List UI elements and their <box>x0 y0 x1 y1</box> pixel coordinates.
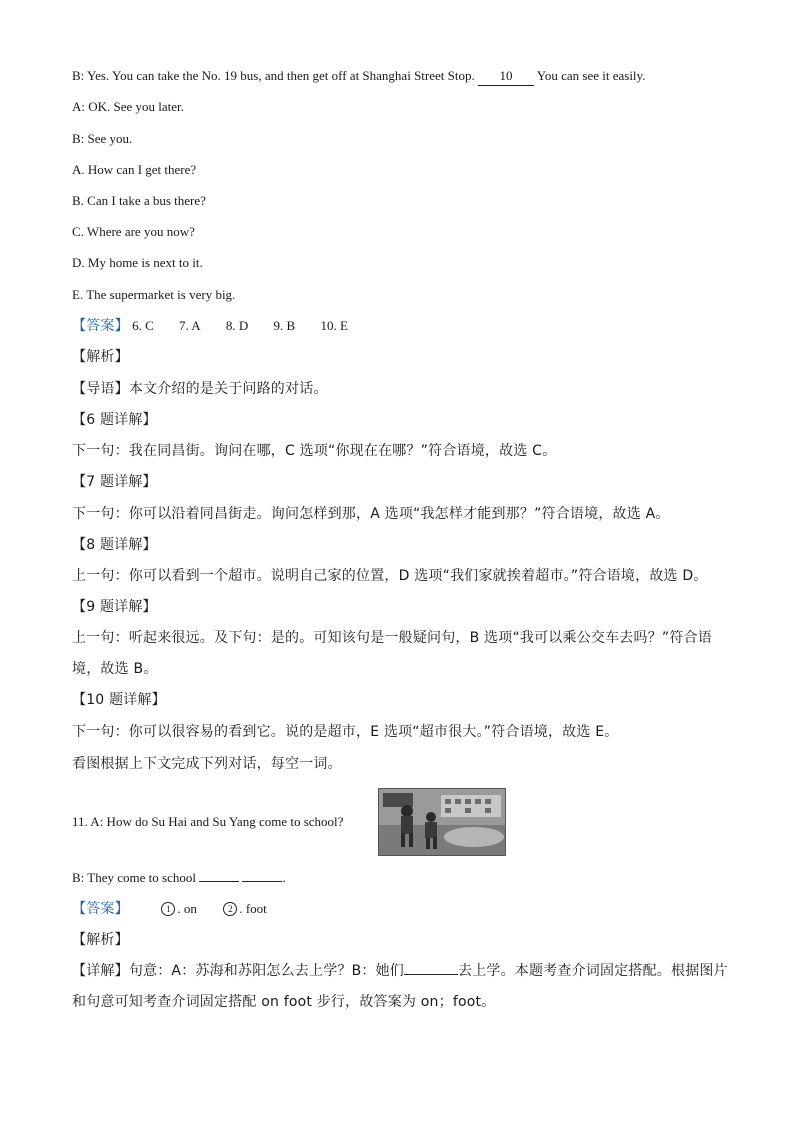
q11-detail-tag: 【详解】 <box>72 963 129 979</box>
analysis-tag: 【解析】 <box>72 349 129 365</box>
dialogue-b-line-post: You can see it easily. <box>536 68 646 83</box>
q11-answer-row <box>72 900 267 918</box>
circled-number-1: 1 <box>161 902 175 916</box>
detail-9-text-2: 境，故选 B。 <box>72 661 158 677</box>
q11-answer-tag: 【答案】 <box>72 901 129 917</box>
option-e: E. The supermarket is very big. <box>72 287 236 302</box>
dialogue-b-line-2: B: See you. <box>72 131 133 146</box>
q11-detail-blank <box>404 974 458 975</box>
option-d: D. My home is next to it. <box>72 255 203 270</box>
blank-10: 10 <box>478 67 534 86</box>
guide-line <box>72 380 328 398</box>
answer-item: 10. E <box>320 318 348 333</box>
q11-b-post: . <box>282 870 286 885</box>
detail-8-tag: 【8 题详解】 <box>72 537 157 553</box>
guide-tag: 【导语】 <box>72 381 129 397</box>
q11-photo <box>378 788 506 856</box>
detail-6-tag: 【6 题详解】 <box>72 412 157 428</box>
answer-item: 9. B <box>273 318 296 333</box>
q11-detail-line-1 <box>72 962 728 980</box>
answer-item: 6. C <box>132 318 154 333</box>
q11-detail-line-2: 和句意可知考查介词固定搭配 on foot 步行，故答案为 on；foot。 <box>72 994 496 1010</box>
dialogue-b-line-pre: B: Yes. You can take the No. 19 bus, and then get off at Shanghai Street Stop. <box>72 68 475 83</box>
detail-7-tag: 【7 题详解】 <box>72 474 157 490</box>
dialogue-a-line: A: OK. See you later. <box>72 99 184 114</box>
option-a: A. How can I get there? <box>72 162 197 177</box>
detail-6-text: 下一句：我在同昌街。询问在哪，C 选项“你现在在哪？”符合语境，故选 C。 <box>72 443 557 459</box>
option-c: C. Where are you now? <box>72 224 195 239</box>
q11-b-pre: B: They come to school <box>72 870 196 885</box>
circled-number-2: 2 <box>223 902 237 916</box>
q11-detail-text-post: 去上学。本题考查介词固定搭配。根据图片 <box>458 963 728 979</box>
detail-7-text: 下一句：你可以沿着同昌街走。询问怎样到那，A 选项“我怎样才能到那？”符合语境，故选 A。 <box>72 506 670 522</box>
detail-9-text: 上一句：听起来很远。及下句：是的。可知该句是一般疑问句，B 选项“我可以乘公交车去吗？”符合语 <box>72 630 712 646</box>
q11-detail-text: 句意：A：苏海和苏阳怎么去上学？B：她们 <box>128 963 404 979</box>
answer-tag: 【答案】 <box>72 318 129 334</box>
answer-item: 7. A <box>178 318 201 333</box>
q11-question: 11. A: How do Su Hai and Su Yang come to school? <box>72 814 344 829</box>
detail-8-text: 上一句：你可以看到一个超市。说明自己家的位置，D 选项“我们家就挨着超市。”符合语境，故选 D。 <box>72 568 708 584</box>
q11-answer-1: . on <box>177 901 197 916</box>
q11-blank-2 <box>242 881 282 882</box>
photo-students-walking <box>379 789 505 855</box>
guide-text: 本文介绍的是关于问路的对话。 <box>128 381 328 397</box>
q11-blank-1 <box>199 881 239 882</box>
answer-row <box>72 317 348 335</box>
dialogue-b-line <box>72 67 645 86</box>
option-b: B. Can I take a bus there? <box>72 193 206 208</box>
section-instruction: 看图根据上下文完成下列对话，每空一词。 <box>72 756 342 772</box>
q11-analysis-tag: 【解析】 <box>72 932 129 948</box>
q11-b-line <box>72 869 286 887</box>
detail-10-text: 下一句：你可以很容易的看到它。说的是超市，E 选项“超市很大。”符合语境，故选 E。 <box>72 724 619 740</box>
answer-item: 8. D <box>225 318 249 333</box>
q11-answer-2: . foot <box>239 901 267 916</box>
detail-9-tag: 【9 题详解】 <box>72 599 157 615</box>
detail-10-tag: 【10 题详解】 <box>72 692 166 708</box>
